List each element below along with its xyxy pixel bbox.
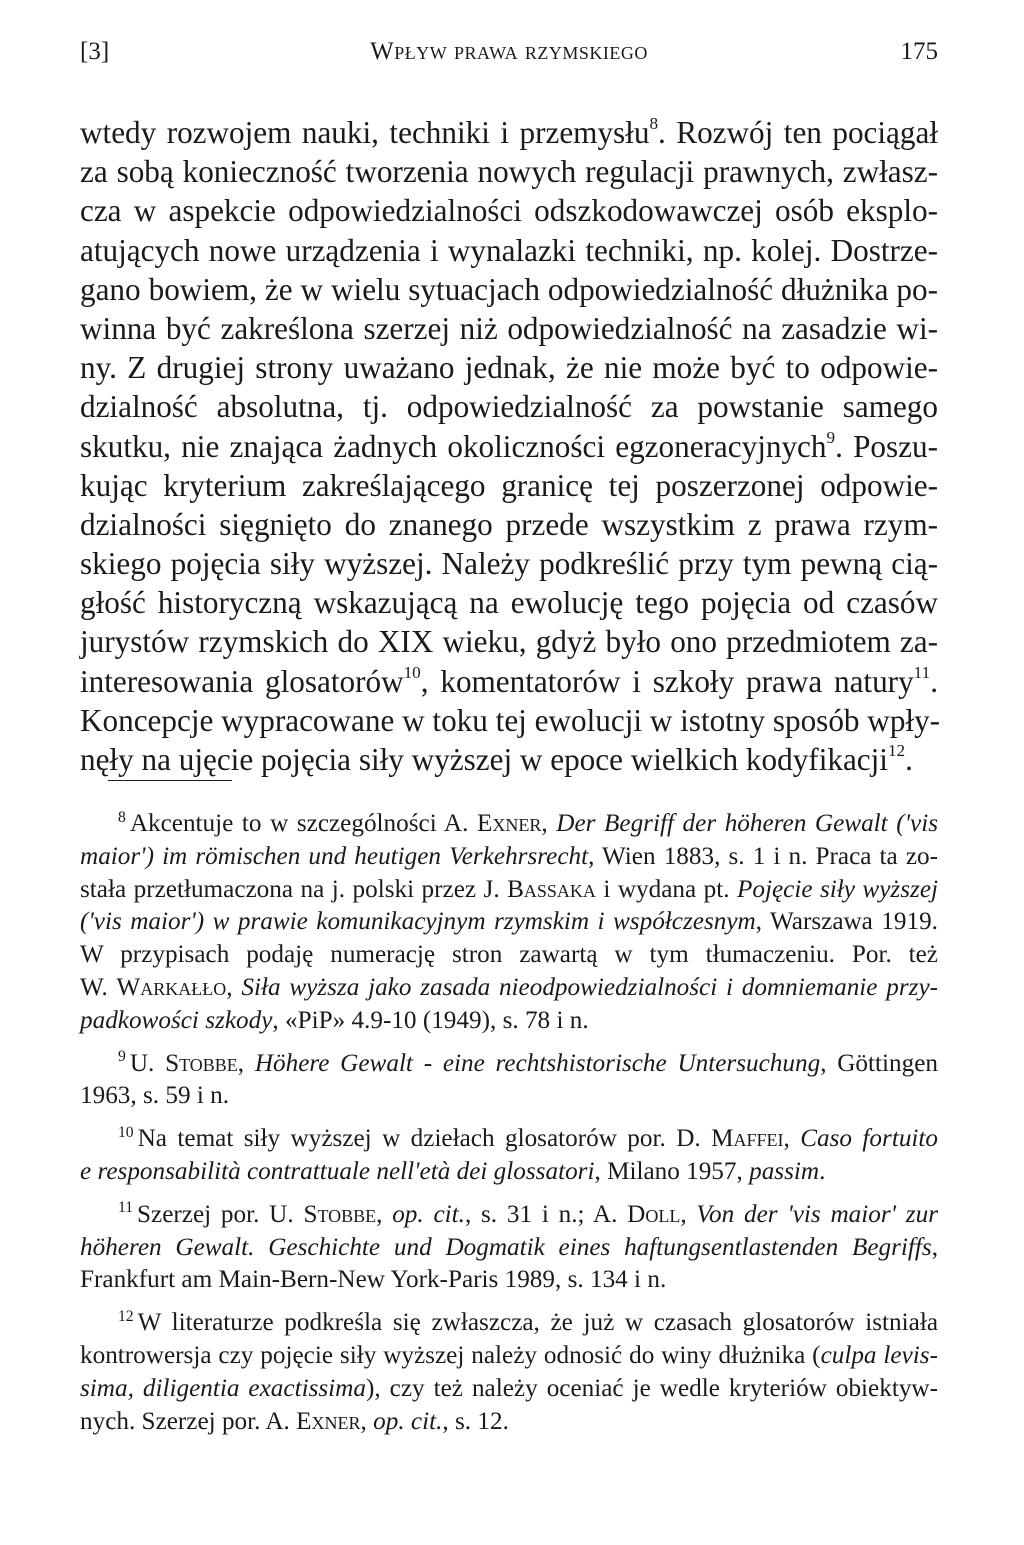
footnote-line: kontrowersja czy pojęcie siły wyższej należy odnosić do winy dłużnika (culpa levis- bbox=[80, 1341, 938, 1369]
running-header bbox=[80, 32, 938, 72]
text-line: gano bowiem, że w wielu sytuacjach odpowiedzialność dłużnika po- bbox=[80, 271, 938, 307]
page-number: 175 bbox=[900, 38, 938, 65]
text-line: skiego pojęcia siły wyższej. Należy podkreślić przy tym pewną cią- bbox=[80, 546, 938, 582]
footnote-line: Frankfurt am Main-Bern-New York-Paris 1989, s. 134 i n. bbox=[80, 1266, 667, 1294]
footnote-line: padkowości szkody, «PiP» 4.9-10 (1949), s. 78 i n. bbox=[80, 1006, 589, 1034]
text-line: nęły na ujęcie pojęcia siły wyższej w epoce wielkich kodyfikacji$^{12}$. bbox=[80, 741, 913, 777]
footnote-line: $^{10}$ Na temat siły wyższej w dziełach glosatorów por. D. Maffei, Caso fortuito bbox=[118, 1123, 939, 1153]
footnote-number: 11 bbox=[118, 1199, 134, 1217]
footnote-line: höheren Gewalt. Geschichte und Dogmatik eines haftungsentlastenden Begriffs, bbox=[80, 1233, 938, 1261]
footnote-number: 12 bbox=[118, 1307, 134, 1325]
footnote-line: sima, diligentia exactissima), czy też należy oceniać je wedle kryteriów obiektyw- bbox=[80, 1374, 938, 1402]
footnote-number: 10 bbox=[118, 1123, 134, 1141]
footnote-ref-8: 8 bbox=[649, 114, 659, 134]
footnote-line: 1963, s. 59 i n. bbox=[80, 1082, 230, 1110]
footnote-separator bbox=[108, 780, 232, 781]
footnote-ref-11: 11 bbox=[913, 662, 931, 682]
text-line: za sobą konieczność tworzenia nowych regulacji prawnych, zwłasz- bbox=[80, 154, 938, 190]
footnote-line: ('vis maior') w prawie komunikacyjnym rzymskim i współczesnym, Warszawa 1919. bbox=[80, 908, 938, 936]
text-line: atujących nowe urządzenia i wynalazki techniki, np. kolej. Dostrze- bbox=[80, 232, 938, 268]
text-line: kując kryterium zakreślającego granicę tej poszerzonej odpowie- bbox=[80, 467, 938, 503]
text-line: dzialności sięgnięto do znanego przede wszystkim z prawa rzym- bbox=[80, 506, 938, 542]
footnote-line: maior') im römischen und heutigen Verkehrsrecht, Wien 1883, s. 1 i n. Praca ta zo- bbox=[80, 842, 939, 870]
text-line: interesowania glosatorów$^{10}$, komentatorów i szkoły prawa natury$^{11}$. bbox=[80, 662, 938, 699]
text-line: cza w aspekcie odpowiedzialności odszkodowawczej osób eksplo- bbox=[80, 193, 938, 229]
footnote-ref-12: 12 bbox=[887, 741, 906, 761]
text-line: ny. Z drugiej strony uważano jednak, że nie może być to odpowie- bbox=[80, 350, 938, 386]
section-number: [3] bbox=[80, 38, 110, 65]
footnote-12 bbox=[80, 1307, 938, 1438]
footnote-line: W przypisach podaję numerację stron zawartą w tym tłumaczeniu. Por. też bbox=[80, 941, 938, 969]
footnote-line: e responsabilità contrattuale nell'età dei glossatori, Milano 1957, passim. bbox=[80, 1157, 826, 1185]
footnote-ref-10: 10 bbox=[403, 662, 421, 682]
footnote-line: $^9$ U. Stobbe, Höhere Gewalt - eine rechtshistorische Untersuchung, Göttingen bbox=[118, 1048, 938, 1077]
text-line: Koncepcje wypracowane w toku tej ewolucji w istotny sposób wpły- bbox=[80, 702, 941, 738]
footnote-number: 9 bbox=[118, 1048, 126, 1066]
text-line: jurystów rzymskich do XIX wieku, gdyż było ono przedmiotem za- bbox=[80, 624, 938, 660]
text-line: głość historyczną wskazującą na ewolucję tego pojęcia od czasów bbox=[80, 585, 938, 621]
text-line: dzialność absolutna, tj. odpowiedzialność za powstanie samego bbox=[80, 389, 938, 425]
text-line: skutku, nie znająca żadnych okoliczności egzoneracyjnych$^9$. Poszu- bbox=[80, 427, 938, 464]
main-paragraph bbox=[80, 113, 941, 779]
text-line: wtedy rozwojem nauki, techniki i przemysłu$^8$. Rozwój ten pociągał bbox=[80, 114, 939, 150]
footnote-line: $^{11}$ Szerzej por. U. Stobbe, op. cit., s. 31 i n.; A. Doll, Von der 'vis maior' zur bbox=[118, 1199, 938, 1228]
footnotes bbox=[80, 808, 938, 1448]
footnote-ref-9: 9 bbox=[826, 427, 836, 447]
footnote-10 bbox=[80, 1123, 938, 1189]
footnote-number: 8 bbox=[118, 808, 126, 826]
footnote-9 bbox=[80, 1048, 938, 1114]
footnote-line: $^{12}$ W literaturze podkreśla się zwłaszcza, że już w czasach glosatorów istniała bbox=[118, 1307, 938, 1337]
running-title: Wpływ prawa rzymskiego bbox=[370, 38, 648, 65]
footnote-11 bbox=[80, 1199, 938, 1297]
footnote-line: W. Warkałło, Siła wyższa jako zasada nieodpowiedzialności i domniemanie przy- bbox=[80, 973, 939, 1001]
footnote-line: stała przetłumaczona na j. polski przez J. Bassaka i wydana pt. Pojęcie siły wyższej bbox=[80, 875, 938, 903]
footnote-8 bbox=[80, 808, 938, 1038]
footnote-line: nych. Szerzej por. A. Exner, op. cit., s. 12. bbox=[80, 1407, 509, 1435]
text-line: winna być zakreślona szerzej niż odpowiedzialność na zasadzie wi- bbox=[80, 310, 938, 346]
footnote-line: $^8$ Akcentuje to w szczególności A. Exner, Der Begriff der höheren Gewalt ('vis bbox=[118, 808, 938, 837]
